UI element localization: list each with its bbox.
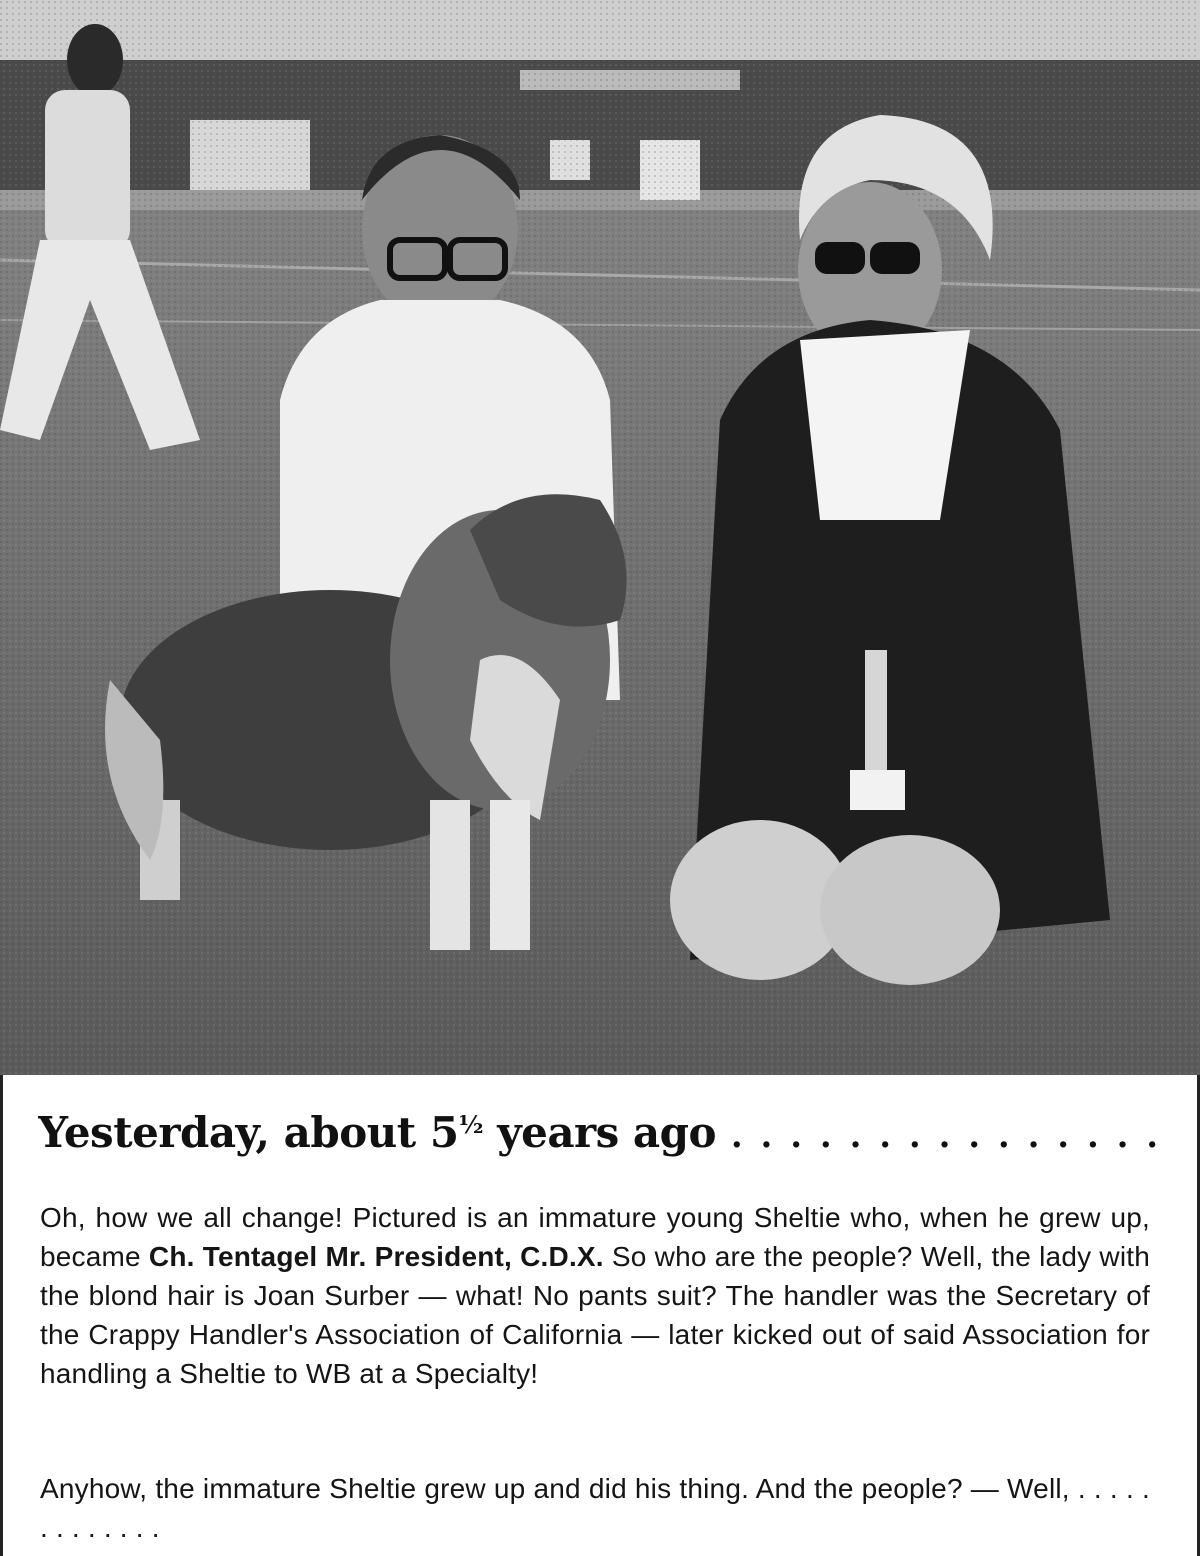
headline-fraction: ½: [458, 1110, 484, 1139]
paragraph-2: [40, 1469, 1150, 1547]
dog-title: Ch. Tentagel Mr. President, C.D.X.: [148, 1241, 604, 1272]
paragraph-2-text: Anyhow, the immature Sheltie grew up and did his thing. And the people? — Well, . . . . . . . . . . . . .: [40, 1473, 1150, 1543]
paragraph-1-intro: Oh, how we all change! Pictured is an immature young Sheltie who, when he grew up, became: [40, 1202, 1150, 1272]
headline-rest: years ago: [483, 1108, 717, 1157]
headline-main: Yesterday, about 5: [38, 1108, 459, 1157]
paragraph-1: [40, 1198, 1150, 1393]
headline-dots: . . . . . . . . . . . . . . .: [716, 1116, 1162, 1156]
headline: [38, 1108, 1168, 1178]
paragraph-1-rest: So who are the people? Well, the lady with the blond hair is Joan Surber — what! No pants suit? The handler was the Secretary of the Crappy Handler's Association of California — later kicked out of said Association for handling a Sheltie to WB at a Specialty!: [40, 1241, 1150, 1389]
